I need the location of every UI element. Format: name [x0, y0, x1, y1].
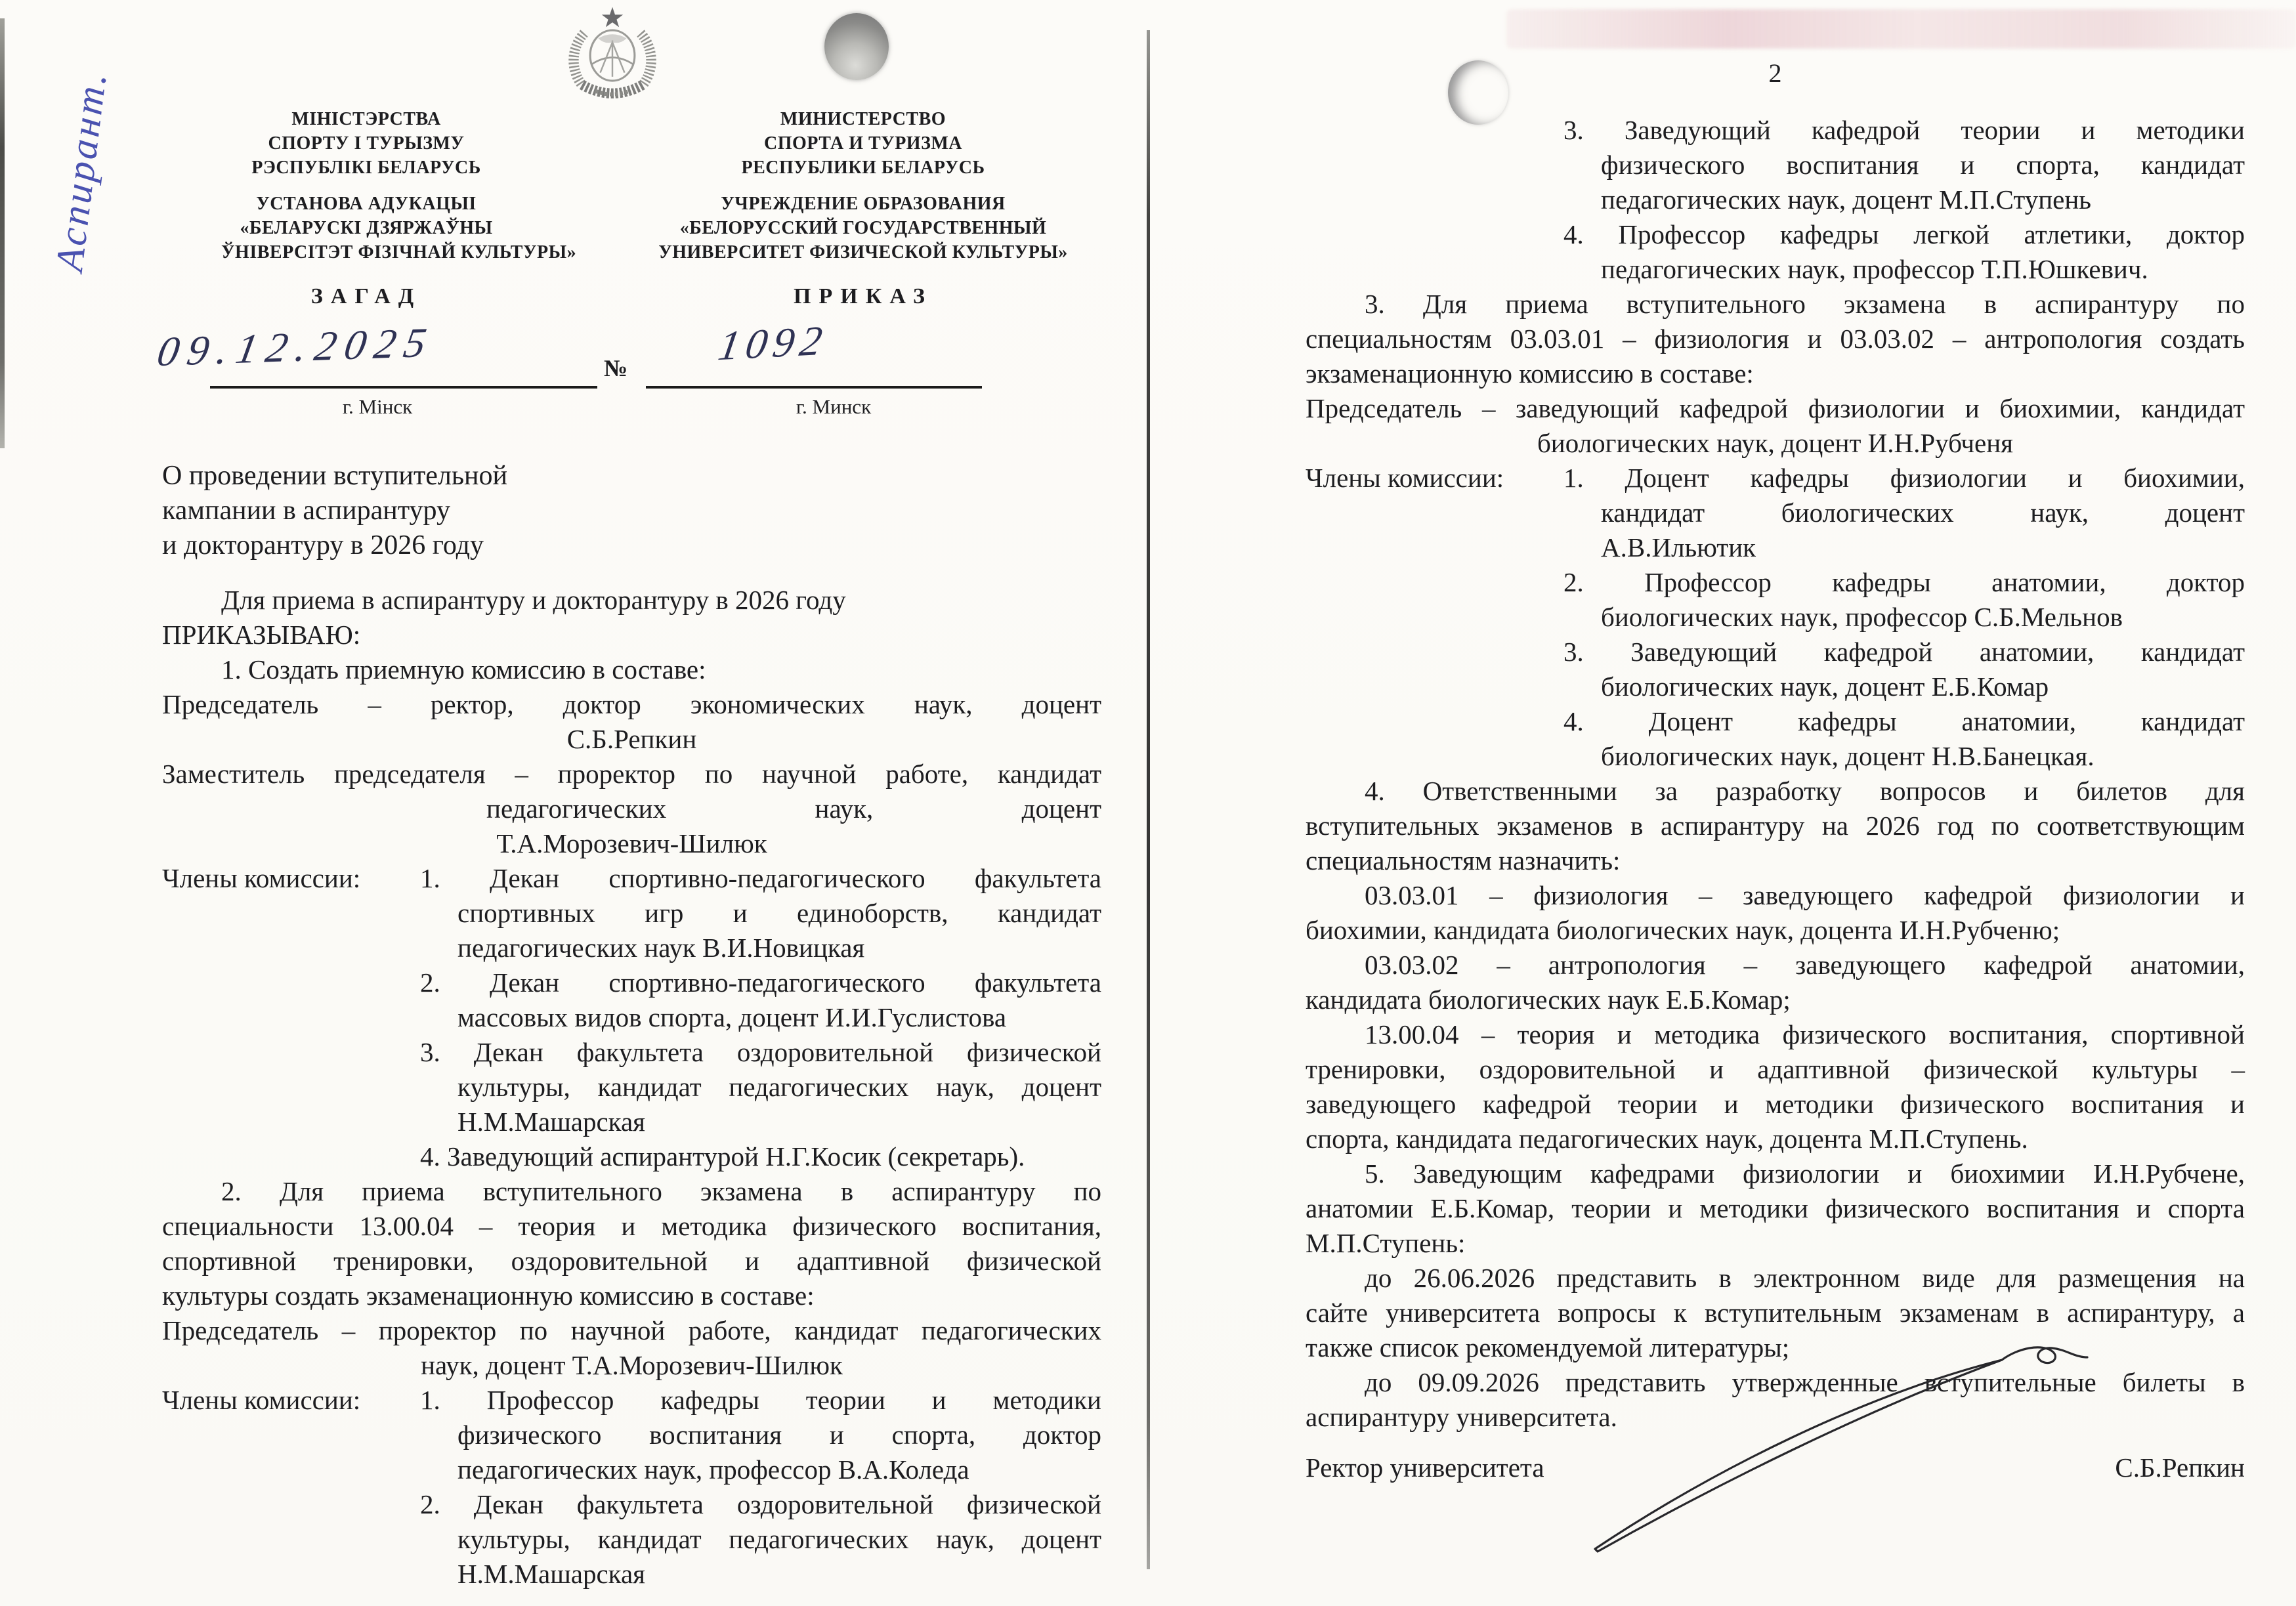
text-line: [162, 1278, 1101, 1313]
text-run: 5. Заведующим кафедрами физиологии и биохимии И.Н.Рубчене,: [1365, 1158, 2245, 1189]
text-run: педагогических наук, профессор Т.П.Юшкевич.: [1601, 254, 2148, 284]
text-line: [1306, 774, 2245, 809]
text-run: биологических наук, доцент Е.Б.Комар: [1601, 671, 2049, 702]
page1-body-text: [162, 583, 1101, 1592]
text-line: [162, 1139, 1101, 1174]
document-type-russian: ПРИКАЗ: [794, 284, 933, 308]
text-line: [1306, 983, 2245, 1017]
list-label: Члены комиссии:: [162, 1385, 361, 1415]
text-line: [162, 583, 1101, 618]
text-run: заведующего кафедрой теории и методики физического воспитания и: [1306, 1089, 2245, 1119]
text-line: [1306, 565, 2245, 600]
text-line: [1306, 252, 2245, 287]
text-line: [1306, 1087, 2245, 1122]
page-gutter-shadow: [1147, 30, 1150, 1569]
scan-left-edge-shadow: [0, 18, 5, 448]
text-run: М.П.Ступень:: [1306, 1228, 1466, 1258]
organization-name-line: УСТАНОВА АДУКАЦЫІ: [256, 194, 477, 214]
number-underline: [646, 386, 982, 389]
text-run: биологических наук, доцент И.Н.Рубченя: [1537, 428, 2014, 458]
text-run: 1. Профессор кафедры теории и методики: [420, 1385, 1101, 1415]
text-line: [1306, 1226, 2245, 1261]
text-line: [1306, 182, 2245, 217]
text-run: и докторантуру в 2026 году: [162, 530, 484, 560]
text-line: [1306, 391, 2245, 426]
text-line: [162, 652, 1101, 687]
text-run: 1. Создать приемную комиссию в составе:: [221, 654, 706, 685]
text-line: [1306, 461, 2245, 496]
text-run: 13.00.04 – теория и методика физического воспитания, спортивной: [1365, 1019, 2245, 1049]
text-run: Н.М.Машарская: [457, 1107, 646, 1137]
text-run: культуры создать экзаменационную комиссию в составе:: [162, 1280, 815, 1311]
text-run: 3. Декан факультета оздоровительной физической: [420, 1037, 1101, 1067]
text-run: 3. Для приема вступительного экзамена в аспирантуру по: [1365, 289, 2245, 319]
text-run: тренировки, оздоровительной и адаптивной физической культуры –: [1306, 1054, 2245, 1084]
text-line: [1306, 287, 2245, 322]
text-line: [162, 1313, 1101, 1348]
text-line: [162, 1000, 1101, 1035]
text-run: аспирантуру университета.: [1306, 1402, 1617, 1432]
text-line: [1306, 1052, 2245, 1087]
text-run: анатомии Е.Б.Комар, теории и методики физического воспитания и спорта: [1306, 1193, 2245, 1223]
organization-name-line: «БЕЛОРУССКИЙ ГОСУДАРСТВЕННЫЙ: [679, 218, 1047, 238]
text-line: [1306, 913, 2245, 948]
text-run: педагогических наук, доцент: [486, 793, 1101, 824]
text-run: кампании в аспирантуру: [162, 496, 450, 526]
text-run: 4. Ответственными за разработку вопросов и билетов для: [1365, 776, 2245, 806]
text-run: ПРИКАЗЫВАЮ:: [162, 620, 361, 650]
text-run: сайте университета вопросы к вступительным экзаменам в аспирантуру, а: [1306, 1298, 2245, 1328]
hole-punch-mark: [824, 13, 889, 80]
date-underline: [210, 386, 597, 389]
text-run: наук, доцент Т.А.Морозевич-Шилюк: [421, 1350, 843, 1380]
text-run: 2. Профессор кафедры анатомии, доктор: [1563, 567, 2245, 597]
text-line: [1306, 1017, 2245, 1052]
text-run: вступительных экзаменов в аспирантуру на 2026 год по соответствующим: [1306, 811, 2245, 841]
text-run: до 09.09.2026 представить утвержденные вступительные билеты в: [1365, 1367, 2245, 1397]
text-line: [162, 965, 1101, 1000]
text-line: [1306, 217, 2245, 252]
list-label: Члены комиссии:: [162, 863, 361, 893]
text-line: [162, 1487, 1101, 1522]
text-run: до 26.06.2026 представить в электронном виде для размещения на: [1365, 1263, 2245, 1293]
text-line: [1306, 1122, 2245, 1156]
text-line: [162, 1035, 1101, 1070]
ministry-name-line: СПОРТА И ТУРИЗМА: [763, 133, 963, 154]
text-run: 3. Заведующий кафедрой теории и методики: [1563, 115, 2245, 145]
text-run: Т.А.Морозевич-Шилюк: [496, 828, 767, 858]
text-run: Председатель – ректор, доктор экономических наук, доцент: [162, 689, 1101, 719]
text-line: [1306, 1191, 2245, 1226]
ministry-name-line: РЭСПУБЛІКІ БЕЛАРУСЬ: [251, 158, 481, 178]
text-run: спорта, кандидата педагогических наук, доцента М.П.Ступень.: [1306, 1124, 2028, 1154]
text-line: [162, 826, 1101, 861]
text-line: [162, 1452, 1101, 1487]
text-run: С.Б.Репкин: [566, 724, 697, 754]
list-label: Члены комиссии:: [1306, 463, 1504, 493]
text-run: педагогических наук, доцент М.П.Ступень: [1601, 184, 2091, 215]
text-line: [1306, 669, 2245, 704]
text-run: физического воспитания и спорта, доктор: [457, 1420, 1101, 1450]
text-line: [1306, 426, 2245, 461]
text-line: [162, 1348, 1101, 1383]
text-line: [162, 1383, 1101, 1418]
text-run: физического воспитания и спорта, кандидат: [1601, 150, 2245, 180]
text-line: [1306, 356, 2245, 391]
handwritten-order-number: 1092: [715, 316, 832, 370]
text-line: [162, 1174, 1101, 1209]
rector-signature: [1549, 1313, 2140, 1575]
text-run: 03.03.01 – физиология – заведующего кафедрой физиологии и: [1365, 880, 2245, 910]
text-line: [1306, 148, 2245, 182]
text-line: [162, 1070, 1101, 1105]
text-run: специальностям назначить:: [1306, 845, 1621, 876]
order-subject: [162, 459, 753, 564]
text-run: А.В.Ильютик: [1601, 532, 1756, 562]
text-line: [162, 529, 753, 564]
text-line: [162, 1522, 1101, 1557]
text-run: О проведении вступительной: [162, 461, 507, 491]
signoff-position: Ректор университета: [1306, 1452, 1544, 1483]
text-line: [1306, 739, 2245, 774]
text-run: культуры, кандидат педагогических наук, доцент: [457, 1072, 1101, 1102]
text-run: 4. Профессор кафедры легкой атлетики, доктор: [1563, 219, 2245, 249]
text-line: [1306, 322, 2245, 356]
header-belarusian-column: [221, 107, 577, 312]
text-line: [1306, 704, 2245, 739]
text-run: 4. Заведующий аспирантурой Н.Г.Косик (секретарь).: [420, 1141, 1025, 1172]
city-belarusian: г. Мінск: [342, 395, 413, 418]
text-line: [162, 1244, 1101, 1278]
ministry-name-line: МИНИСТЕРСТВО: [780, 109, 946, 129]
city-russian: г. Минск: [796, 395, 872, 418]
text-line: [162, 792, 1101, 826]
text-run: биологических наук, доцент Н.В.Банецкая.: [1601, 741, 2094, 771]
text-run: 3. Заведующий кафедрой анатомии, кандидат: [1563, 637, 2245, 667]
signoff-name: С.Б.Репкин: [2115, 1452, 2245, 1483]
text-run: также список рекомендуемой литературы;: [1306, 1332, 1790, 1363]
text-run: Н.М.Машарская: [457, 1559, 646, 1589]
text-run: Для приема в аспирантуру и докторантуру в 2026 году: [221, 585, 846, 615]
text-line: [162, 861, 1101, 896]
handwritten-margin-note: Аспирант.: [47, 68, 115, 274]
text-run: специальностям 03.03.01 – физиология и 03.03.02 – антропология создать: [1306, 324, 2245, 354]
text-line: [162, 1418, 1101, 1452]
organization-name-line: ЎНІВЕРСІТЭТ ФІЗІЧНАЙ КУЛЬТУРЫ»: [221, 242, 577, 263]
ministry-name-line: СПОРТУ І ТУРЫЗМУ: [268, 133, 465, 154]
text-run: кандидат биологических наук, доцент: [1601, 497, 2245, 528]
text-line: [162, 1209, 1101, 1244]
text-run: биохимии, кандидата биологических наук, доцента И.Н.Рубченю;: [1306, 915, 2060, 945]
text-run: массовых видов спорта, доцент И.И.Гуслистова: [457, 1002, 1007, 1032]
text-run: биологических наук, профессор С.Б.Мельнов: [1601, 602, 2123, 632]
text-line: [1306, 948, 2245, 983]
text-run: 1. Доцент кафедры физиологии и биохимии,: [1563, 463, 2245, 493]
text-run: 2. Для приема вступительного экзамена в аспирантуру по: [221, 1176, 1101, 1206]
text-run: Заместитель председателя – проректор по научной работе, кандидат: [162, 759, 1101, 789]
text-line: [1306, 878, 2245, 913]
text-line: [162, 1557, 1101, 1592]
text-line: [1306, 843, 2245, 878]
text-line: [162, 722, 1101, 757]
text-run: педагогических наук, профессор В.А.Коледа: [457, 1454, 969, 1485]
text-run: экзаменационную комиссию в составе:: [1306, 358, 1754, 389]
text-run: Председатель – проректор по научной работе, кандидат педагогических: [162, 1315, 1101, 1345]
handwritten-date: 09.12.2025: [154, 318, 438, 375]
text-run: 03.03.02 – антропология – заведующего кафедрой анатомии,: [1365, 950, 2245, 980]
text-line: [162, 687, 1101, 722]
text-run: 1. Декан спортивно-педагогического факультета: [420, 863, 1101, 893]
text-run: спортивных игр и единоборств, кандидат: [457, 898, 1101, 928]
text-line: [162, 896, 1101, 931]
text-line: [1306, 496, 2245, 530]
text-line: [162, 1105, 1101, 1139]
signoff-row: [1306, 1452, 2245, 1483]
text-run: 2. Декан спортивно-педагогического факультета: [420, 967, 1101, 998]
text-run: кандидата биологических наук Е.Б.Комар;: [1306, 984, 1791, 1015]
text-run: педагогических наук В.И.Новицкая: [457, 933, 865, 963]
text-line: [1306, 600, 2245, 635]
text-line: [1306, 635, 2245, 669]
text-line: [162, 757, 1101, 792]
organization-name-line: «БЕЛАРУСКІ ДЗЯРЖАЎНЫ: [240, 218, 493, 238]
text-line: [1306, 1261, 2245, 1296]
text-run: специальности 13.00.04 – теория и методика физического воспитания,: [162, 1211, 1101, 1241]
text-run: Председатель – заведующий кафедрой физиологии и биохимии, кандидат: [1306, 393, 2245, 423]
text-run: 2. Декан факультета оздоровительной физической: [420, 1489, 1101, 1519]
text-line: [162, 494, 753, 529]
text-line: [162, 931, 1101, 965]
organization-name-line: УНИВЕРСИТЕТ ФИЗИЧЕСКОЙ КУЛЬТУРЫ»: [658, 242, 1068, 263]
ministry-name-line: МІНІСТЭРСТВА: [291, 109, 441, 129]
text-line: [1306, 530, 2245, 565]
header-russian-column: [647, 107, 1080, 312]
text-line: [1306, 113, 2245, 148]
text-line: [1306, 809, 2245, 843]
text-line: [1306, 1156, 2245, 1191]
text-run: спортивной тренировки, оздоровительной и адаптивной физической: [162, 1246, 1101, 1276]
ministry-name-line: РЕСПУБЛИКИ БЕЛАРУСЬ: [741, 158, 985, 178]
text-line: [162, 459, 753, 494]
star-icon: [602, 7, 623, 28]
document-type-belarusian: ЗАГАД: [310, 284, 422, 308]
text-line: [162, 618, 1101, 652]
text-run: культуры, кандидат педагогических наук, доцент: [457, 1524, 1101, 1554]
text-run: 4. Доцент кафедры анатомии, кандидат: [1563, 706, 2245, 736]
page-number: 2: [1768, 58, 1782, 88]
belarus-coat-of-arms-emblem: [560, 4, 665, 105]
organization-name-line: УЧРЕЖДЕНИЕ ОБРАЗОВАНИЯ: [721, 194, 1006, 214]
number-sign-label: №: [604, 355, 628, 381]
scan-artifact-band: [1506, 9, 2296, 49]
page2-body-text: [1306, 113, 2245, 1435]
